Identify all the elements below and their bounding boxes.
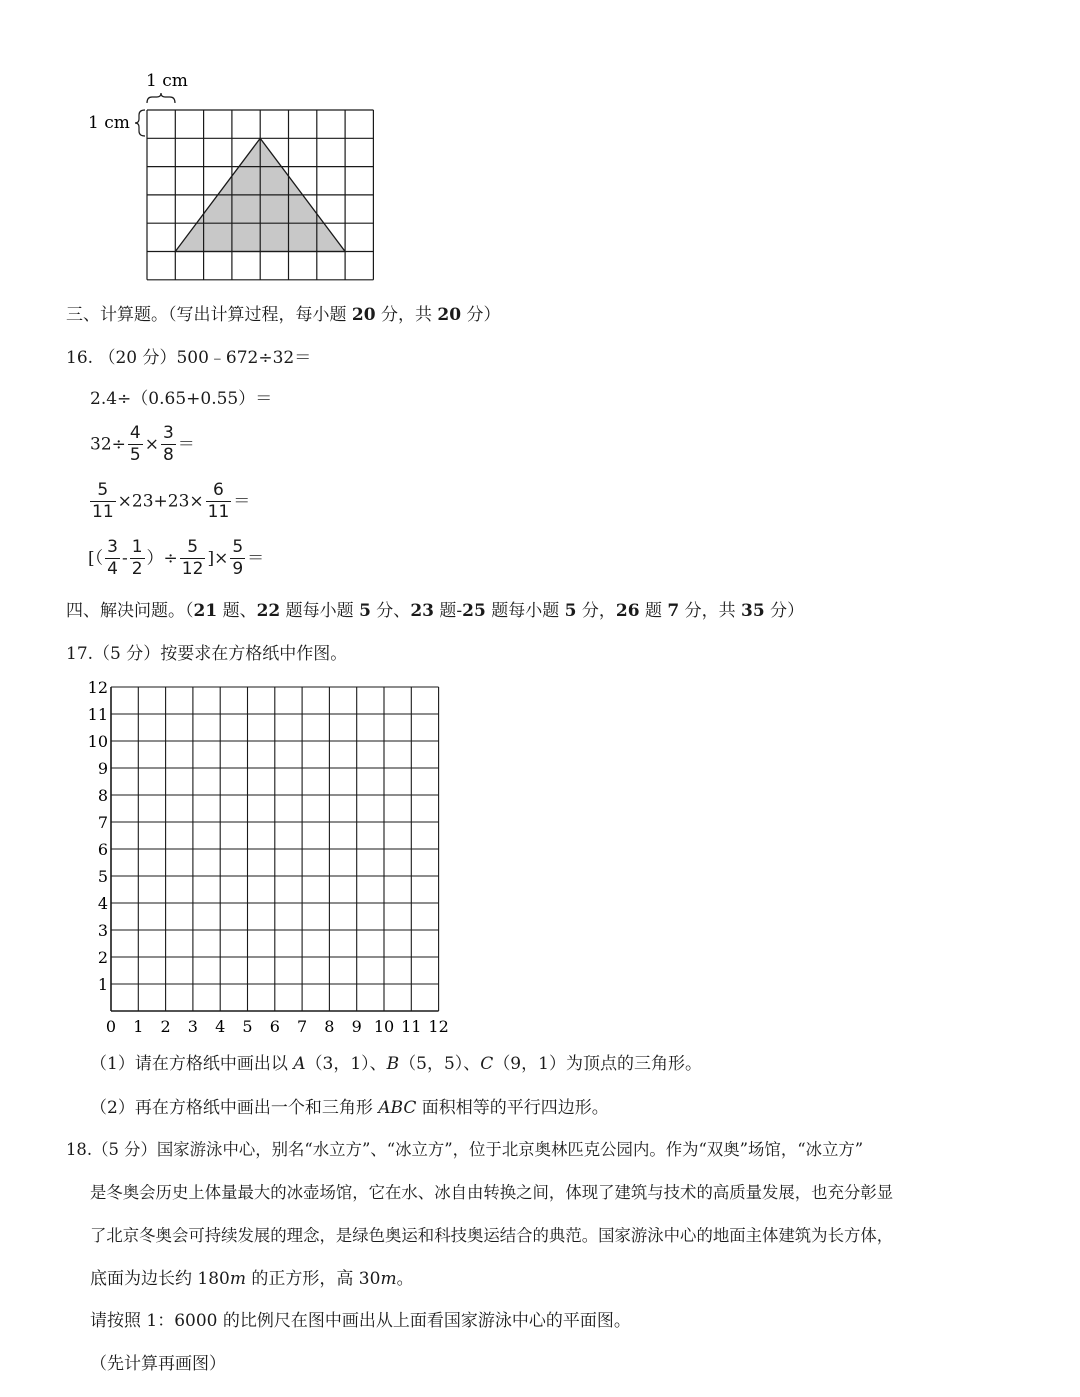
s4-t8: 23 [410,601,434,621]
q16-line3-pre: 32÷ [90,434,126,455]
q17-sub1-d: （9，1）为顶点的三角形。 [493,1054,702,1074]
section3-title-e: 分） [461,305,501,325]
section3-title-a: 三、计算题。（写出计算过程，每小题 [66,305,352,325]
s4-t18: 35 [741,601,765,621]
q16-line4 [88,480,250,523]
fraction-denominator: 9 [232,559,244,579]
s4-t12: 5 [564,601,577,621]
x-tick-label: 5 [242,1017,253,1036]
fraction-numerator: 1 [131,537,143,557]
q17-sub2-a: （2）再在方格纸中画出一个和三角形 [90,1098,379,1118]
fraction-denominator: 4 [107,559,118,579]
q18-line4 [90,1268,414,1290]
x-tick-label: 8 [324,1017,335,1036]
x-tick-label: 4 [215,1017,226,1036]
y-tick-label: 4 [97,894,108,913]
y-tick-label: 7 [97,813,108,832]
y-tick-label: 9 [97,759,108,778]
q17-sub2-b: 面积相等的平行四边形。 [416,1098,609,1118]
y-tick-label: 3 [97,921,108,940]
fraction-3-4 [105,537,120,580]
point-C-label: C [480,1054,494,1074]
fraction-numerator: 5 [90,480,116,502]
point-B-label: B [386,1054,400,1074]
x-tick-label: 2 [160,1017,171,1036]
q17-sub2 [90,1097,609,1119]
q17-sub1-c: （5，5）、 [399,1054,481,1074]
q16-line1: 16. （20 分）500﹣672÷32＝ [66,348,312,368]
unit-m: m [229,1269,246,1289]
point-A-label: A [293,1054,306,1074]
q16-line4-mid: ×23+23× [117,491,204,512]
fraction-6-11 [206,480,232,523]
triangle-grid-svg [80,62,380,287]
q17-title: 17.（5 分）按要求在方格纸中作图。 [66,644,348,664]
fraction-5-12 [180,537,206,580]
x-tick-label: 6 [269,1017,280,1036]
equals-sign: ＝ [247,548,265,569]
equals-sign: ＝ [233,491,251,512]
fraction-3-8 [161,423,176,466]
s4-t5: 题每小题 [280,601,360,621]
fraction-5-11 [90,480,116,523]
s4-t2: 21 [193,601,218,621]
x-tick-label: 3 [187,1017,198,1036]
y-tick-label: 12 [87,678,108,697]
y-tick-label: 6 [97,840,108,859]
times-sign: × [144,434,159,455]
x-tick-label: 7 [297,1017,308,1036]
y-tick-label: 10 [87,732,108,751]
fraction-denominator: 11 [207,502,230,522]
fraction-denominator: 11 [92,502,114,522]
y-tick-label: 11 [87,705,108,724]
left-brace [135,110,145,136]
q16-line5-mid: ）÷ [146,548,178,569]
s4-t17: 分，共 [679,601,742,621]
fraction-4-5 [128,423,143,466]
q18-line4-b: 的正方形，高 30 [245,1269,381,1289]
y-tick-label: 5 [97,867,108,886]
s4-t9: 题- [433,601,463,621]
y-tick-label: 8 [97,786,108,805]
s4-t19: 分） [764,601,805,621]
q16-line2: 2.4÷（0.65+0.55）＝ [90,389,273,409]
s4-t16: 7 [667,601,680,621]
fraction-numerator: 6 [206,480,232,502]
s4-t11: 题每小题 [485,601,565,621]
fraction-denominator: 8 [162,445,174,465]
equals-sign: ＝ [177,434,195,455]
fraction-numerator: 5 [232,537,244,557]
s4-t10: 25 [462,601,486,621]
x-tick-label: 0 [105,1017,117,1036]
q18-line1: 18.（5 分）国家游泳中心，别名“水立方”、“冰立方”，位于北京奥林匹克公园内。作为“双奥”场馆，“冰立方” [66,1140,864,1159]
q16-line5 [88,537,264,580]
q18-line3: 了北京冬奥会可持续发展的理念，是绿色奥运和科技奥运结合的典范。国家游泳中心的地面主体建筑为长方体， [90,1226,894,1245]
fraction-numerator: 3 [162,423,174,443]
q17-sub1 [90,1053,702,1075]
fraction-numerator: 3 [107,537,118,557]
s4-t7: 分、 [370,601,411,621]
section3-title-b: 20 [351,305,376,325]
s4-t14: 26 [615,601,640,621]
s4-t3: 题、 [217,601,257,621]
q18-line4-c: 。 [396,1269,414,1289]
q16-line5-mid2: ]× [207,548,229,569]
section3-title [66,304,500,326]
fraction-denominator: 2 [131,559,143,579]
section3-title-d: 20 [437,305,462,325]
y-tick-label: 2 [97,948,108,967]
left-scale-label: 1 cm [88,113,130,133]
s4-t1: 四、解决问题。（ [66,601,194,621]
x-tick-label: 12 [428,1017,449,1036]
top-scale-label: 1 cm [146,71,188,91]
q16-line3 [90,423,195,466]
x-tick-label: 10 [373,1017,395,1036]
s4-t6: 5 [359,601,371,621]
coordinate-grid-svg [80,672,460,1042]
x-tick-label: 11 [401,1017,422,1036]
triangle-ABC-label: ABC [378,1098,417,1118]
q17-sub1-b: （3，1）、 [305,1054,387,1074]
q17-sub1-a: （1）请在方格纸中画出以 [90,1054,294,1074]
fraction-numerator: 4 [129,423,141,443]
y-tick-label: 1 [97,975,108,994]
figure-triangle-grid [80,62,380,287]
q18-line2: 是冬奥会历史上体量最大的冰壶场馆，它在水、冰自由转换之间，体现了建筑与技术的高质量发展，也充分彰显 [90,1183,894,1202]
fraction-5-9 [230,537,245,580]
x-tick-label: 9 [351,1017,362,1036]
s4-t15: 题 [639,601,668,621]
minus-sign: - [121,548,128,569]
top-brace [147,93,175,103]
unit-m: m [380,1269,397,1289]
coordinate-grid [80,672,460,1042]
s4-t13: 分， [576,601,616,621]
section3-title-c: 分，共 [375,305,438,325]
q18-line4-a: 底面为边长约 180 [90,1269,230,1289]
section4-title [66,600,804,622]
q18-line5: 请按照 1：6000 的比例尺在图中画出从上面看国家游泳中心的平面图。 [90,1311,631,1331]
fraction-denominator: 5 [129,445,141,465]
fraction-1-2 [130,537,145,580]
fraction-denominator: 12 [181,559,204,579]
q16-line5-pre: [（ [88,548,104,569]
x-tick-label: 1 [133,1017,144,1036]
s4-t4: 22 [256,601,281,621]
fraction-numerator: 5 [180,537,206,559]
q18-line6: （先计算再画图） [90,1354,226,1374]
